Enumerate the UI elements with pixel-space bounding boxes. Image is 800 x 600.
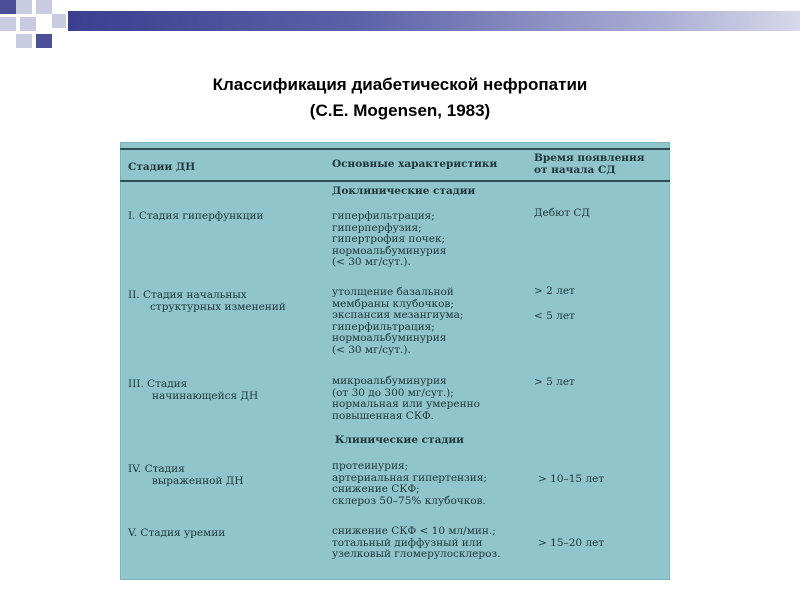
row-3-stage	[128, 379, 258, 402]
row-1-char-line: гиперперфузия;	[332, 221, 422, 234]
row-2-char-line: гиперфильтрация;	[332, 320, 435, 333]
row-4-stage	[128, 464, 243, 487]
table-top-rule	[120, 148, 670, 150]
row-2-char-line: (< 30 мг/сут.).	[332, 343, 411, 356]
row-4-stage-line: IV. Стадия	[128, 463, 185, 475]
row-2-char-line: мембраны клубочков;	[332, 297, 454, 310]
row-1-time-line: Дебют СД	[534, 207, 590, 219]
row-5-char-line: тотальный диффузный или	[332, 536, 483, 549]
row-4-time-line: > 10–15 лет	[538, 473, 605, 485]
row-1-char-line: нормоальбуминурия	[332, 244, 447, 257]
section-preclinical: Доклинические стадии	[332, 185, 476, 197]
row-4-stage-line: выраженной ДН	[152, 474, 244, 487]
deco-square	[0, 0, 16, 14]
row-5-stage-line: V. Стадия уремии	[128, 527, 226, 539]
deco-square	[16, 34, 32, 48]
row-1-char-line: гиперфильтрация;	[332, 210, 435, 222]
row-5-time	[538, 538, 604, 550]
header-decoration	[0, 0, 800, 60]
row-3-time-line: > 5 лет	[534, 376, 575, 388]
row-2-char-line: утолщение базальной	[332, 286, 454, 298]
row-3-characteristics	[332, 376, 480, 422]
title-line-2: (C.E. Mogensen, 1983)	[309, 101, 491, 120]
deco-square	[52, 14, 66, 28]
row-1-stage-line: I. Стадия гиперфункции	[128, 210, 264, 222]
row-3-char-line: микроальбуминурия	[332, 375, 447, 387]
header-characteristics: Основные характеристики	[332, 158, 498, 170]
row-5-char-line: узелковый гломерулосклероз.	[332, 548, 501, 561]
row-5-stage	[128, 528, 225, 540]
title-line-1: Классификация диабетической нефропатии	[212, 75, 588, 94]
deco-square	[36, 34, 52, 48]
classification-table	[120, 142, 670, 580]
row-1-characteristics	[332, 211, 446, 269]
row-5-time-line: > 15–20 лет	[538, 537, 605, 549]
row-2-time	[534, 286, 575, 322]
row-2-stage-line: II. Стадия начальных	[128, 289, 247, 301]
row-4-time	[538, 474, 604, 486]
row-3-char-line: нормальная или умеренно	[332, 398, 480, 411]
deco-square	[16, 0, 32, 14]
row-5-char-line: снижение СКФ < 10 мл/мин.;	[332, 525, 496, 537]
row-5-characteristics	[332, 526, 500, 561]
deco-square	[20, 17, 36, 31]
row-2-time-line: > 2 лет	[534, 285, 575, 297]
row-3-stage-line: III. Стадия	[128, 378, 188, 390]
row-3-time	[534, 377, 575, 389]
row-2-time-line: < 5 лет	[534, 309, 575, 322]
header-time-line-1: Время появления	[534, 152, 645, 164]
row-4-char-line: протеинурия;	[332, 460, 409, 472]
row-1-stage	[128, 211, 264, 223]
header-stage: Стадии ДН	[128, 161, 196, 173]
row-4-characteristics	[332, 461, 487, 507]
section-clinical: Клинические стадии	[335, 434, 464, 446]
slide-title	[0, 72, 800, 124]
row-1-char-line: (< 30 мг/сут.).	[332, 256, 411, 269]
row-2-stage-line: структурных изменений	[150, 300, 286, 313]
row-3-char-line: (от 30 до 300 мг/сут.);	[332, 386, 454, 399]
row-3-char-line: повышенная СКФ.	[332, 409, 434, 422]
row-4-char-line: снижение СКФ;	[332, 483, 420, 496]
row-2-stage	[128, 290, 286, 313]
row-1-char-line: гипертрофия почек;	[332, 233, 446, 246]
deco-square	[0, 17, 16, 31]
row-1-time	[534, 208, 590, 220]
row-3-stage-line: начинающейся ДН	[152, 389, 259, 402]
row-2-char-line: нормоальбуминурия	[332, 332, 447, 345]
row-4-char-line: артериальная гипертензия;	[332, 471, 487, 484]
row-2-characteristics	[332, 287, 463, 357]
header-time	[534, 153, 645, 176]
deco-square	[36, 0, 52, 14]
header-rule	[120, 180, 670, 182]
row-2-char-line: экспансия мезангиума;	[332, 309, 464, 322]
header-bar	[68, 11, 800, 31]
header-time-line-2: от начала СД	[534, 163, 616, 176]
row-4-char-line: склероз 50–75% клубочков.	[332, 494, 486, 507]
